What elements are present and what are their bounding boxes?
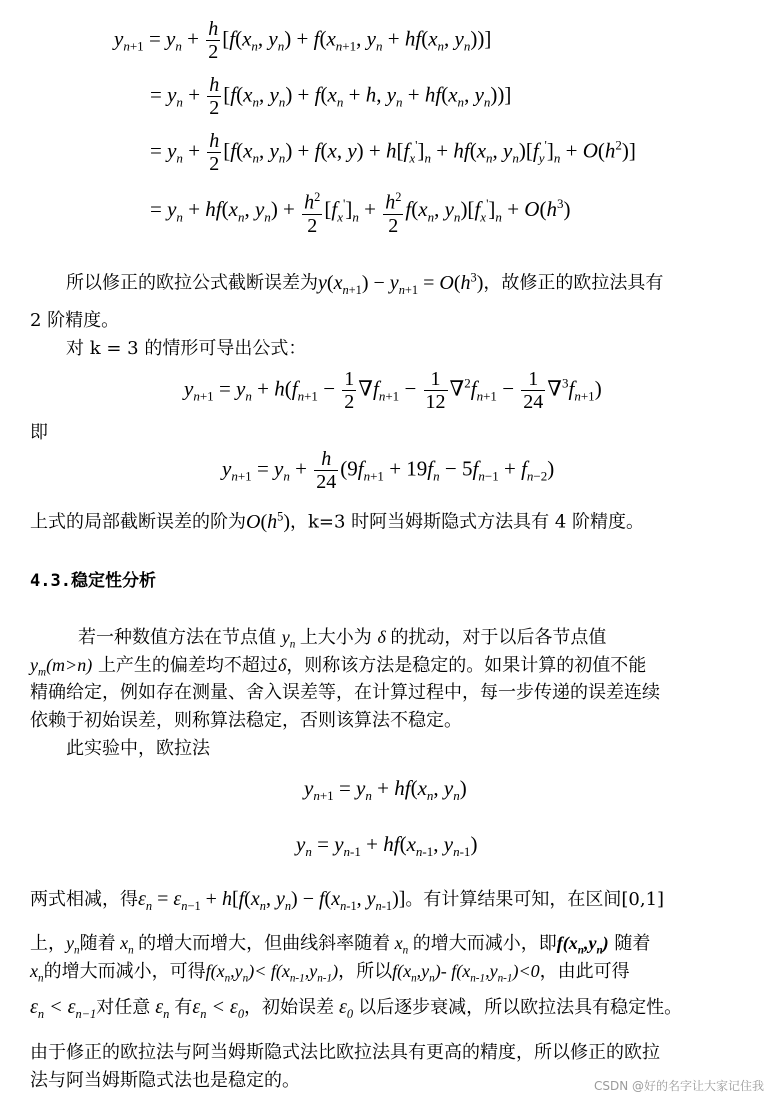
equation-k3: $y_{n+1} = y_n + h(f_{n+1}$ − $\frac{1}{2}$ $\nabla f_{n+1}$ − $\frac{1}{12}$ $\nabla^2f_{n+1}$ − $\frac{1}{24}$ $\nabla^3f_{n+1}$) (184, 368, 602, 413)
subtract-line-3: $x_n$的增大而减小，可得$f(x_n,y_n)< f(x_{n-1},y_{n-1})$，所以$f(x_n,y_n)-$ $f(x_{n-1},y_{n-1})<0$，由此可得 (30, 961, 630, 985)
subtract-line-4: $\varepsilon_n < \varepsilon_{n-1}$对任意 $\varepsilon_n$ 有$\varepsilon_n < \varepsilon_0$，初始误差 $\varepsilon_0$ 以后逐步衰减，所以欧拉法具有稳定性。 (30, 996, 683, 1021)
conclusion-line-2: 法与阿当姆斯隐式法也是稳定的。 (30, 1070, 300, 1091)
subtract-line-1: 两式相减，得$\varepsilon_n = \varepsilon_{n-1} + h[f(x_n$, $y_n) - f(x_{n-1}$, $y_{n-1}$)]。有计算结果可知，在区间[0,1] (30, 888, 665, 913)
equation-euler-1: $y_{n+1} = y_n + hf(x_n$, $y_n$) (304, 776, 467, 804)
section-heading: 4.3.稳定性分析 (30, 571, 156, 591)
paragraph-truncation: 所以修正的欧拉公式截断误差为$y(x_{n+1}) - y_{n+1} = O(h^3)$，故修正的欧拉法具有 (66, 270, 664, 297)
equation-k3-expanded: $y_{n+1} = y_n$ + $\frac{h}{24}$ $(9f_{n+1} + 19f_n - 5f_{n-1} + f_{n-2})$ (222, 448, 555, 493)
paragraph-order: 2 阶精度。 (30, 310, 120, 331)
equation-1: $y_{n+1} = y_n$ + $\frac{h}{2}$ [$f(x_n$, $y_n) + f(x_{n+1}$, $y_n + hf(x_n$, $y_n$))] (114, 18, 492, 63)
subtract-line-2: 上，$y_n$随着 $x_n$ 的增大而增大，但曲线斜率随着 $x_n$ 的增大而减小，即$f(x_n,y_n)$ 随着 (30, 933, 651, 957)
label-ji: 即 (30, 422, 48, 443)
watermark: CSDN @好的名字让大家记住我 (593, 1079, 764, 1093)
equation-euler-2: $y_n = y_{n-1} + hf(x_{n-1}$, $y_{n-1}$) (296, 832, 478, 860)
stability-line-5: 此实验中，欧拉法 (66, 738, 210, 759)
stability-line-4: 依赖于初始误差，则称算法稳定，否则该算法不稳定。 (30, 710, 462, 731)
equation-4: = $y_n + hf(x_n$, $y_n$) + $\frac{h^2}{2}$ $[f_x']_n$ + $\frac{h^2}{2}$ $f(x_n$, $y_n)[f_x']_n + O(h^3)$ (150, 190, 571, 237)
p1-text-a: 所以修正的欧拉公式截断误差为 (66, 272, 318, 294)
stability-line-2: $y_m(m>n)$ 上产生的偏差均不超过δ，则称该方法是稳定的。如果计算的初值不能 (30, 655, 647, 679)
stability-line-1: 若一种数值方法在节点值 $y_n$ 上大小为 δ 的扰动，对于以后各节点值 (78, 627, 607, 651)
paragraph-k3: 对 k = 3 的情形可导出公式： (66, 338, 307, 359)
conclusion-line-1: 由于修正的欧拉法与阿当姆斯隐式法比欧拉法具有更高的精度，所以修正的欧拉 (30, 1042, 660, 1063)
paragraph-local-error: 上式的局部截断误差的阶为$O(h^5)$，k=3 时阿当姆斯隐式方法具有 4 阶精度。 (30, 509, 645, 533)
equation-2: = $y_n$ + $\frac{h}{2}$ [$f(x_n$, $y_n) + f(x_n + h$, $y_n + hf(x_n$, $y_n$))] (150, 74, 512, 119)
equation-3: = $y_n$ + $\frac{h}{2}$ [$f(x_n$, $y_n) + f(x$, $y) + h[f_x']_n + hf(x_n$, $y_n)[f_y']_n + O(h^2)$] (150, 130, 636, 175)
stability-line-3: 精确给定，例如存在测量、舍入误差等，在计算过程中，每一步传递的误差连续 (30, 682, 660, 703)
p1-text-b: ，故修正的欧拉法具有 (483, 272, 664, 294)
